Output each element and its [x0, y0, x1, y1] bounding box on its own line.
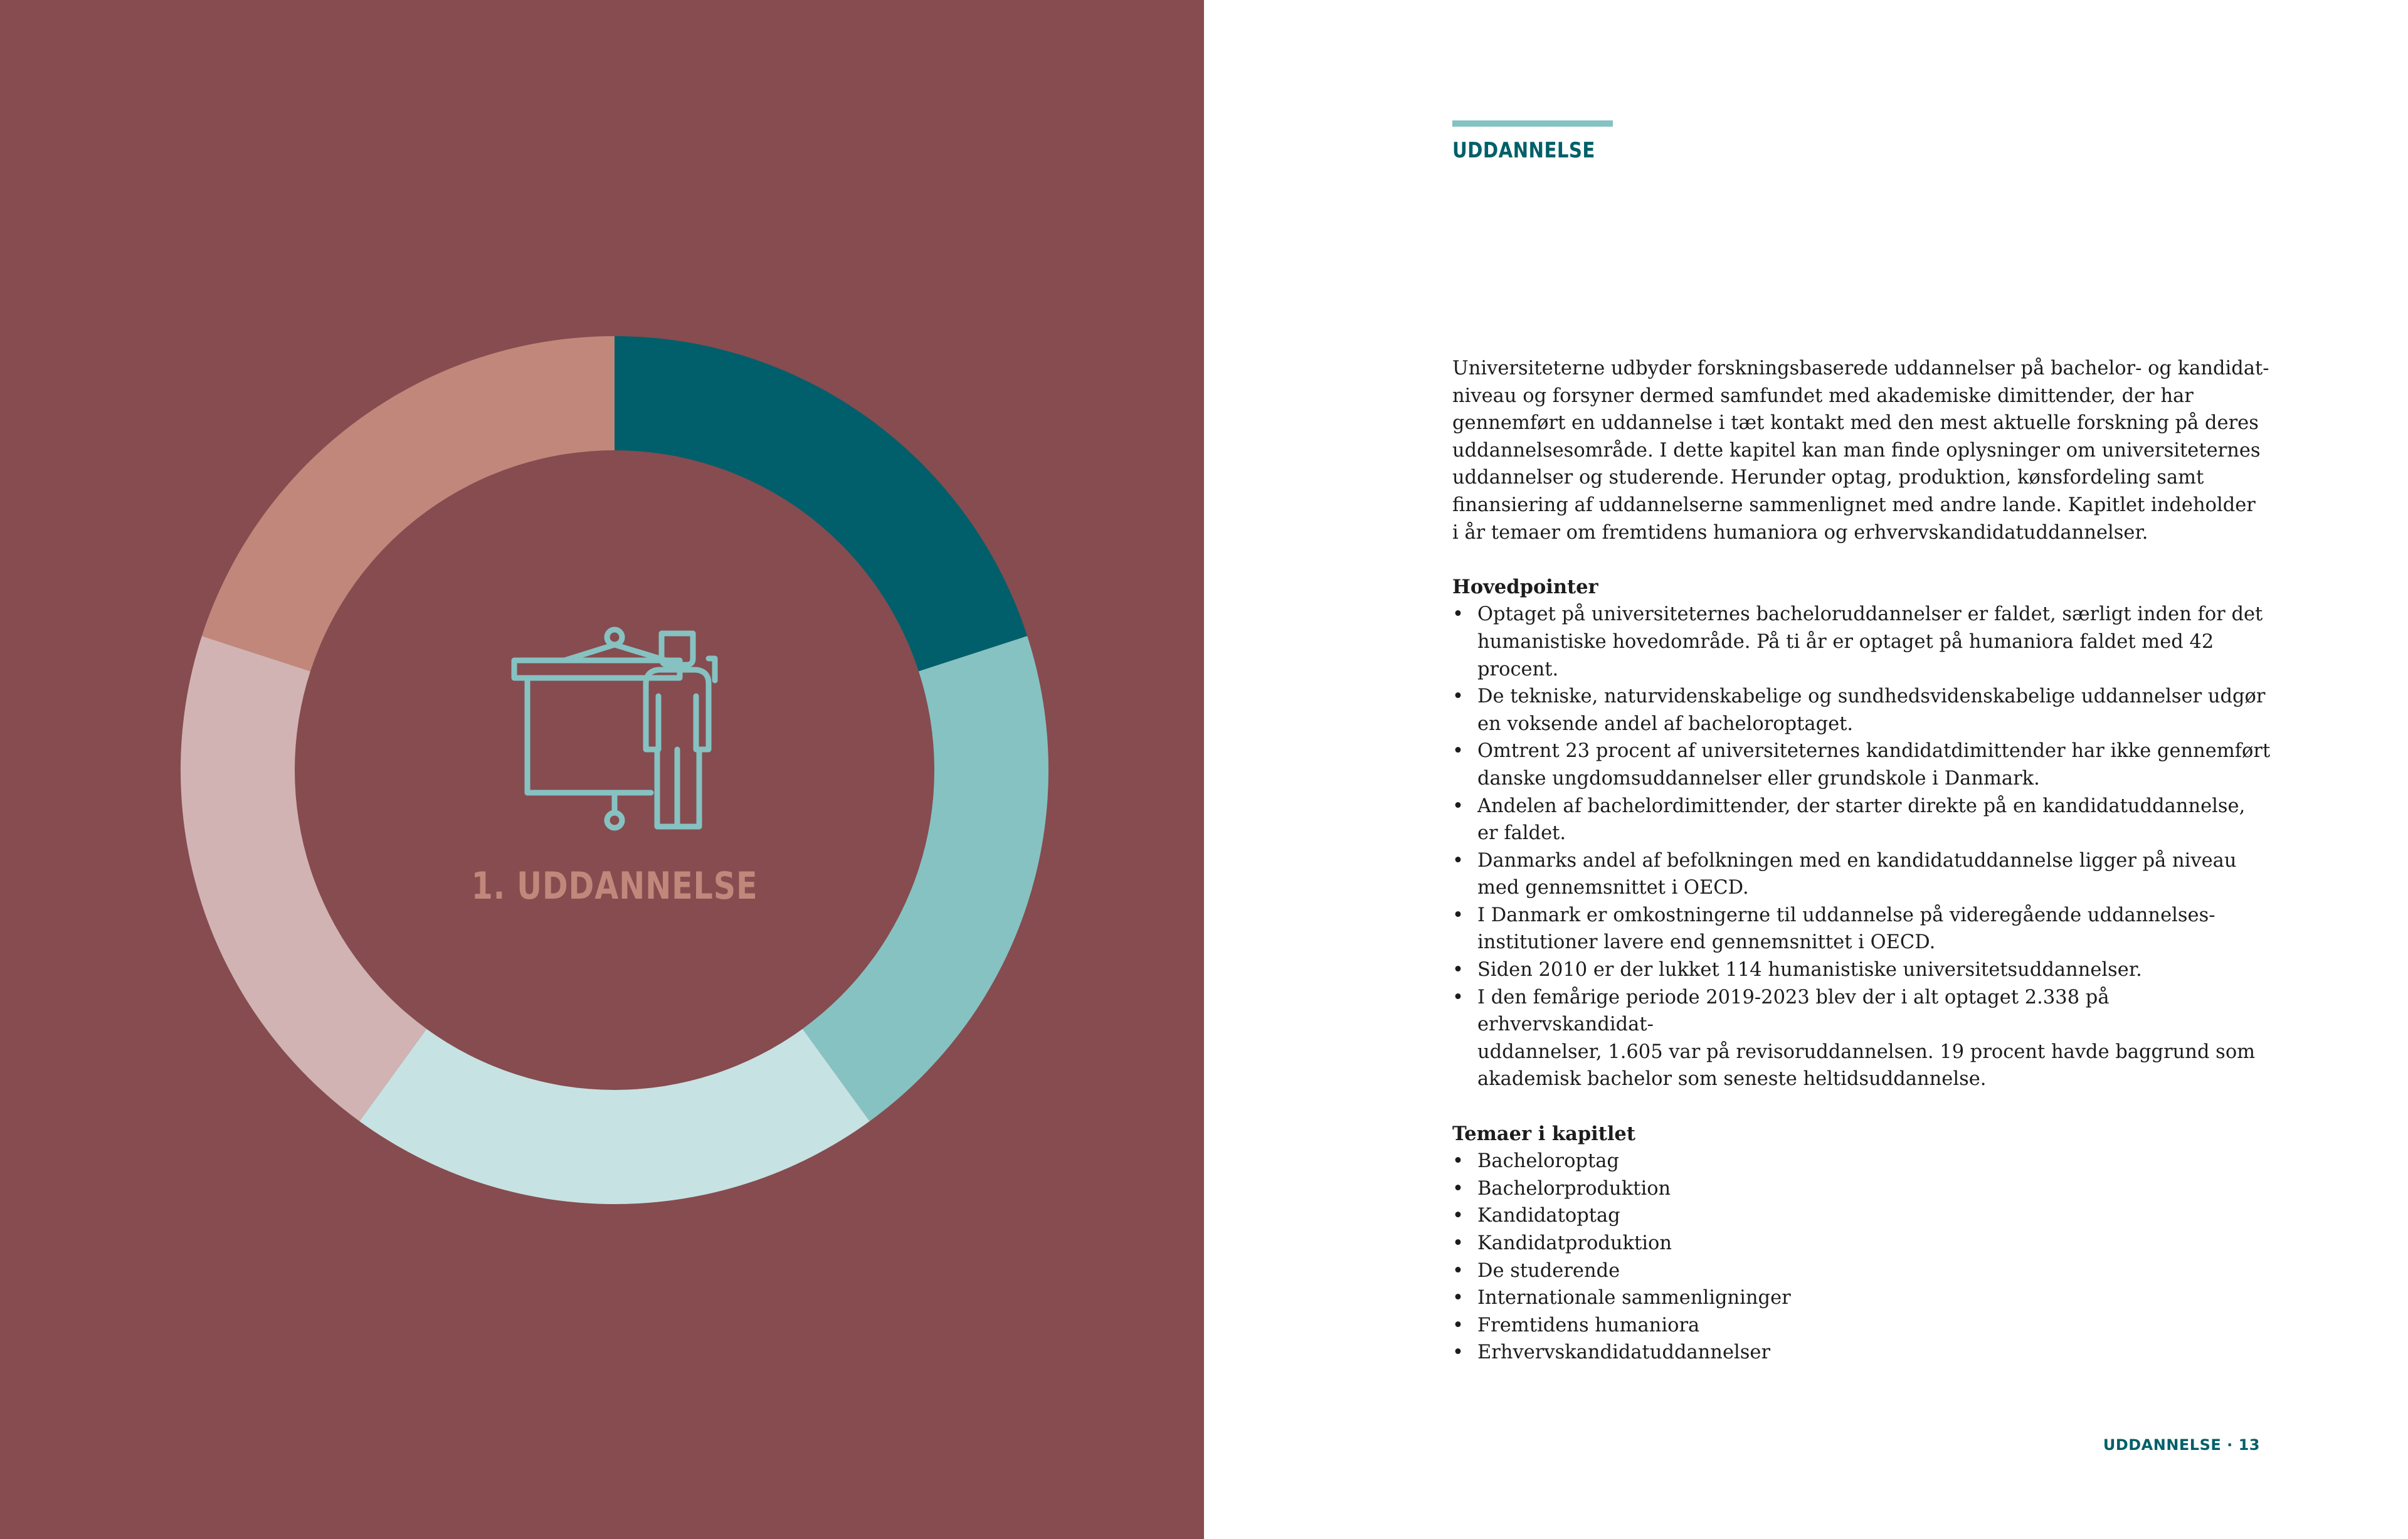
list-item-text: Andelen af bachelordimittender, der starter direkte på en kandidatuddannelse, [1477, 795, 2246, 817]
list-item-text: uddannelser, 1.605 var på revisoruddannelsen. 19 procent havde baggrund som [1477, 1040, 2256, 1063]
list-item-text: en voksende andel af bacheloroptaget. [1477, 712, 1854, 735]
intro-paragraph [1452, 355, 2274, 546]
list-item-text: med gennemsnittet i OECD. [1477, 877, 1749, 899]
bullet-icon: • [1452, 1177, 1464, 1200]
list-item [1452, 1202, 2274, 1230]
bullet-icon: • [1452, 1314, 1464, 1336]
list-item [1452, 1284, 2274, 1312]
list-item-text: humanistiske hovedområde. På ti år er optaget på humaniora faldet med 42 procent. [1477, 630, 2214, 680]
list-item [1452, 1312, 2274, 1340]
bullet-icon: • [1452, 904, 1464, 926]
presentation-teacher-icon [514, 630, 715, 828]
donut-segment-3 [359, 1029, 869, 1204]
list-item [1452, 984, 2274, 1093]
bullet-icon: • [1452, 603, 1464, 626]
donut-segment-5 [202, 336, 615, 671]
list-item-text: Fremtidens humaniora [1477, 1314, 1700, 1336]
list-item [1452, 683, 2274, 738]
list-item-text: Internationale sammenligninger [1477, 1287, 1791, 1309]
list-item [1452, 1175, 2274, 1203]
list-item-text: Bachelorproduktion [1477, 1177, 1671, 1200]
intro-line: gennemført en uddannelse i tæt kontakt med den mest aktuelle forskning på deres [1452, 412, 2259, 435]
page-footer: UDDANNELSE · 13 [2103, 1436, 2260, 1454]
bullet-icon: • [1452, 1287, 1464, 1309]
list-item [1452, 847, 2274, 902]
list-item-text: I den femårige periode 2019-2023 blev der i alt optaget 2.338 på erhvervskandidat- [1477, 986, 2110, 1036]
list-item-text: institutioner lavere end gennemsnittet i OECD. [1477, 931, 1936, 954]
list-item-text: Optaget på universiteternes bacheloruddannelser er faldet, særligt inden for det [1477, 603, 2263, 626]
bullet-icon: • [1452, 1259, 1464, 1282]
section-rule [1452, 120, 1613, 127]
list-item-text: er faldet. [1477, 822, 1566, 845]
intro-line: niveau og forsyner dermed samfundet med akademiske dimittender, der har [1452, 384, 2194, 407]
donut-segment-1 [615, 336, 1027, 671]
bullet-icon: • [1452, 740, 1464, 763]
bullet-icon: • [1452, 1341, 1464, 1364]
list-item [1452, 902, 2274, 956]
donut-ring [181, 336, 1048, 1204]
bullet-icon: • [1452, 685, 1464, 708]
bullet-icon: • [1452, 1232, 1464, 1254]
list-item [1452, 956, 2274, 984]
bullet-icon: • [1452, 795, 1464, 817]
chapter-content [1452, 355, 2274, 1367]
list-item [1452, 1148, 2274, 1175]
list-item-text: Omtrent 23 procent af universiteternes kandidatdimittender har ikke gennemført [1477, 740, 2271, 763]
list-item-text: Kandidatproduktion [1477, 1232, 1672, 1254]
list-item [1452, 1339, 2274, 1367]
list-item [1452, 601, 2274, 683]
list-item [1452, 1230, 2274, 1257]
donut-segment-4 [181, 636, 426, 1121]
bullet-icon: • [1452, 849, 1464, 872]
bullet-icon: • [1452, 1205, 1464, 1227]
list-item [1452, 793, 2274, 847]
list-item-text: I Danmark er omkostningerne til uddannelse på videregående uddannelses- [1477, 904, 2215, 926]
list-item-text: danske ungdomsuddannelser eller grundskole i Danmark. [1477, 767, 2040, 790]
chapter-title: 1. UDDANNELSE [471, 864, 758, 908]
list-item-text: De studerende [1477, 1259, 1620, 1282]
intro-line: uddannelser og studerende. Herunder optag, produktion, kønsfordeling samt [1452, 467, 2204, 489]
bullet-icon: • [1452, 986, 1464, 1008]
intro-line: i år temaer om fremtidens humaniora og erhvervskandidatuddannelser. [1452, 521, 2148, 544]
list-item-text: akademisk bachelor som seneste heltidsuddannelse. [1477, 1068, 1987, 1091]
bullet-icon: • [1452, 959, 1464, 981]
list-item-text: Danmarks andel af befolkningen med en kandidatuddannelse ligger på niveau [1477, 849, 2237, 872]
donut-segment-2 [803, 636, 1048, 1121]
list-item [1452, 1257, 2274, 1285]
highlights-list [1452, 601, 2274, 1093]
bullet-icon: • [1452, 1150, 1464, 1173]
list-item-text: Kandidatoptag [1477, 1205, 1620, 1227]
section-label: UDDANNELSE [1452, 138, 1595, 163]
list-item-text: Erhvervskandidatuddannelser [1477, 1341, 1771, 1364]
highlights-heading: Hovedpointer [1452, 575, 1598, 598]
list-item-text: Siden 2010 er der lukket 114 humanistiske universitetsuddannelser. [1477, 959, 2142, 981]
themes-list [1452, 1148, 2274, 1367]
list-item [1452, 738, 2274, 792]
themes-heading: Temaer i kapitlet [1452, 1122, 1635, 1145]
intro-line: uddannelsesområde. I dette kapitel kan man finde oplysninger om universiteternes [1452, 439, 2261, 462]
list-item-text: Bacheloroptag [1477, 1150, 1619, 1173]
intro-line: finansiering af uddannelserne sammenlignet med andre lande. Kapitlet indeholder [1452, 494, 2256, 516]
list-item-text: De tekniske, naturvidenskabelige og sundhedsvidenskabelige uddannelser udgør [1477, 685, 2266, 708]
intro-line: Universiteterne udbyder forskningsbaserede uddannelser på bachelor- og kandidat- [1452, 357, 2269, 379]
